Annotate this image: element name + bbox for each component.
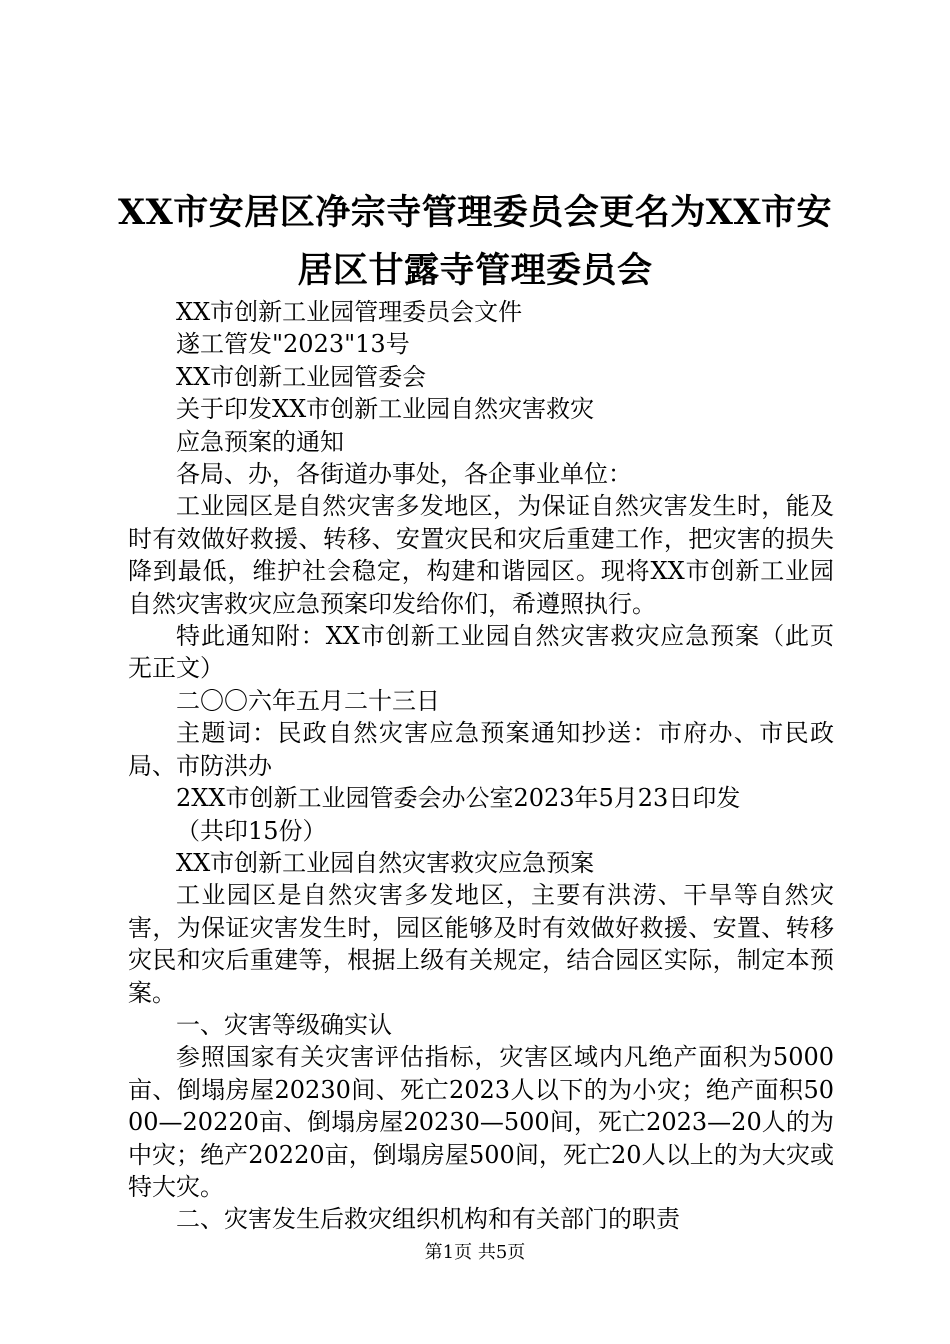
- document-title: XX市安居区净宗寺管理委员会更名为XX市安居区甘露寺管理委员会: [117, 192, 833, 291]
- paragraph: 各局、办，各街道办事处，各企事业单位：: [176, 460, 632, 489]
- page-number-footer: 第1页 共5页: [424, 1242, 526, 1263]
- paragraph: 参照国家有关灾害评估指标，灾害区域内凡绝产面积为5000亩、倒塌房屋20230间、死亡2023人以下的为小灾；绝产面积5000—20220亩、倒塌房屋20230—500间，死亡2023—20人的为中灾；绝产20220亩，倒塌房屋500间，死亡20人以上的为大灾或特大灾。: [128, 1043, 834, 1201]
- paragraph: XX市创新工业园管委会: [176, 362, 427, 391]
- paragraph: 特此通知附：XX市创新工业园自然灾害救灾应急预案（此页无正文）: [128, 622, 834, 683]
- paragraph: 2XX市创新工业园管委会办公室2023年5月23日印发: [176, 784, 741, 813]
- paragraph: （共印15份）: [176, 816, 327, 845]
- paragraph: 遂工管发"2023"13号: [176, 330, 410, 359]
- paragraph: 一、灾害等级确实认: [176, 1010, 392, 1039]
- paragraph: XX市创新工业园管理委员会文件: [176, 298, 523, 326]
- paragraph: 主题词：民政自然灾害应急预案通知抄送：市府办、市民政局、市防洪办: [128, 719, 834, 780]
- paragraph: 二、灾害发生后救灾组织机构和有关部门的职责: [176, 1205, 680, 1234]
- paragraph: 工业园区是自然灾害多发地区，主要有洪涝、干旱等自然灾害，为保证灾害发生时，园区能够及时有效做好救援、安置、转移灾民和灾后重建等，根据上级有关规定，结合园区实际，制定本预案。: [128, 881, 834, 1007]
- paragraph: 工业园区是自然灾害多发地区，为保证自然灾害发生时，能及时有效做好救援、转移、安置灾民和灾后重建工作，把灾害的损失降到最低，维护社会稳定，构建和谐园区。现将XX市创新工业园自然灾害救灾应急预案印发给你们，希遵照执行。: [128, 492, 834, 618]
- paragraph: 关于印发XX市创新工业园自然灾害救灾: [176, 395, 595, 424]
- document-body: [128, 296, 834, 1236]
- paragraph: 二〇〇六年五月二十三日: [176, 686, 440, 715]
- paragraph: 应急预案的通知: [176, 427, 344, 456]
- paragraph: XX市创新工业园自然灾害救灾应急预案: [176, 848, 595, 877]
